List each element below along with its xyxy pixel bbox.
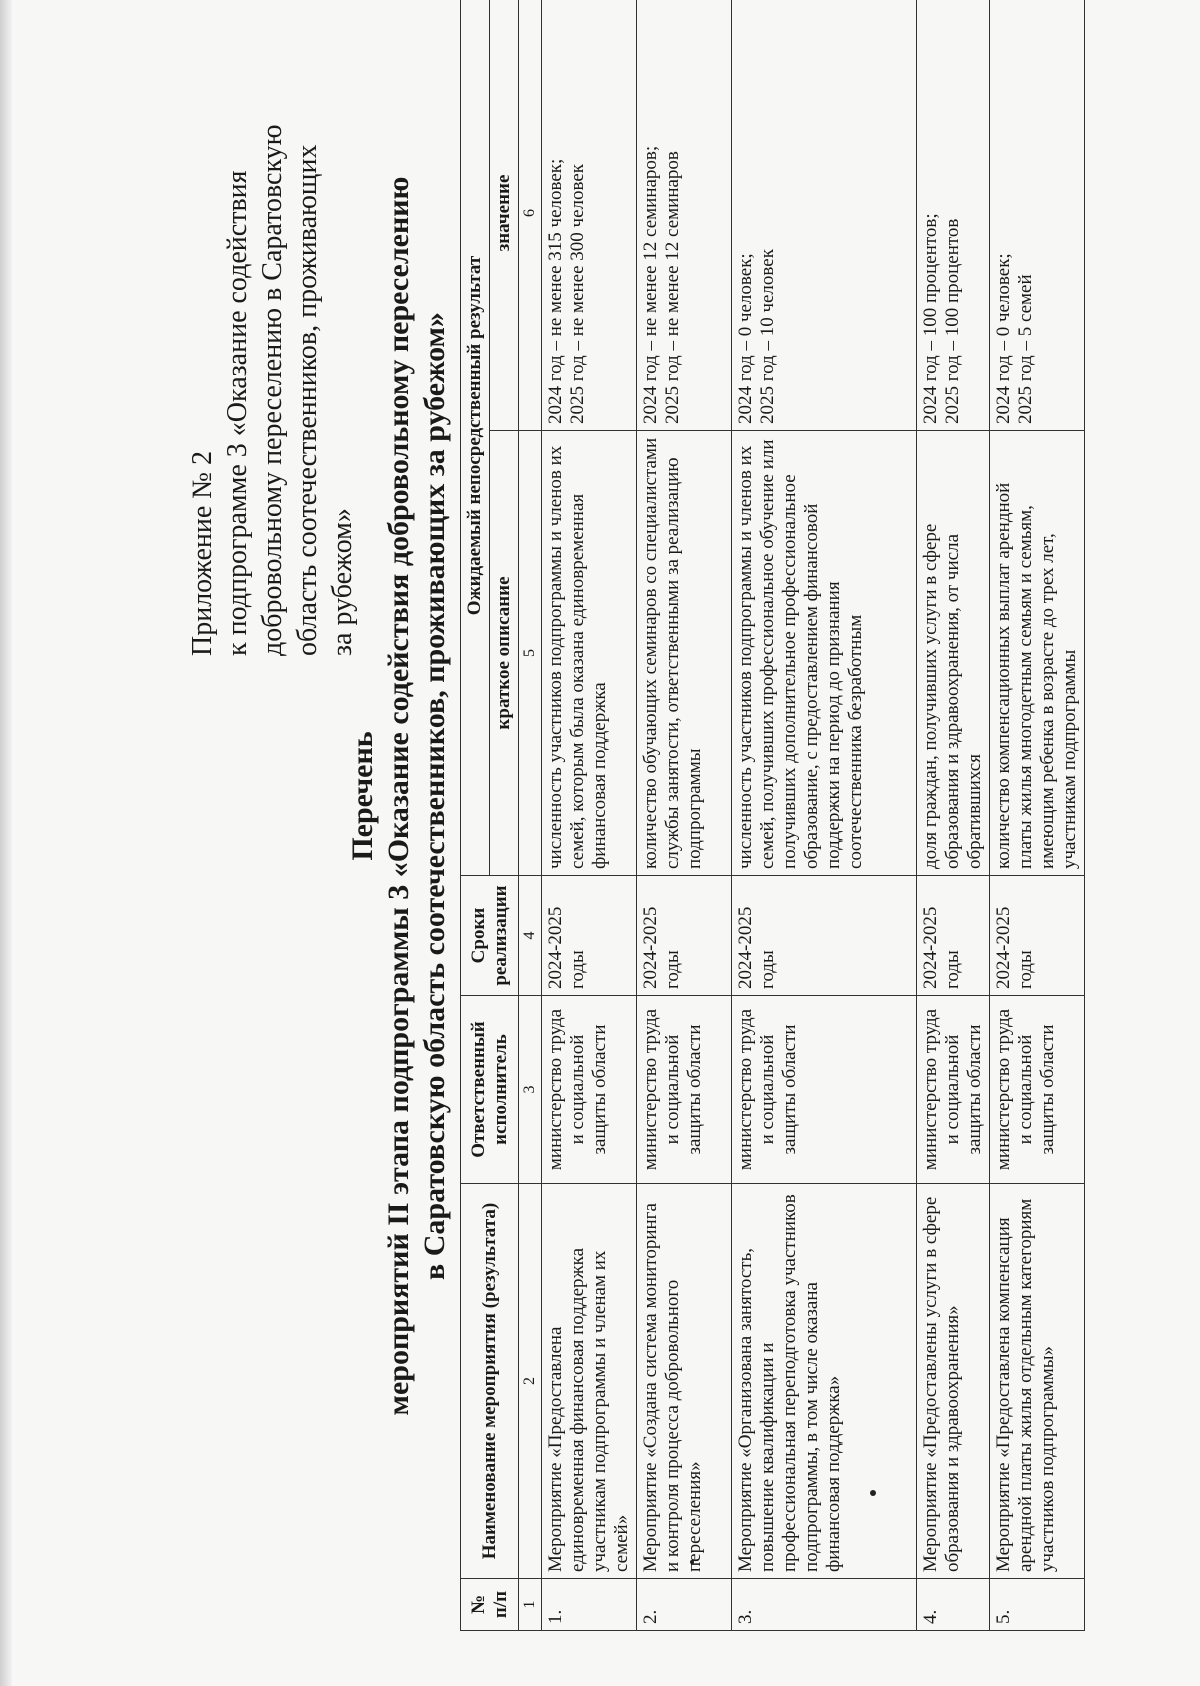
- table-row: [637, 0, 732, 1631]
- row-responsible: министерство труда и социальной защиты области: [990, 996, 1085, 1184]
- row-responsible: министерство труда и социальной защиты области: [732, 996, 917, 1184]
- row-num: 2.: [637, 1579, 732, 1631]
- row-value: 2024 год – 0 человек; 2025 год – 10 человек: [732, 0, 917, 431]
- row-value: 2024 год – не менее 12 семинаров; 2025 год – не менее 12 семинаров: [637, 0, 732, 431]
- header-value: значение: [490, 0, 519, 431]
- row-value: 2024 год – не менее 315 человек; 2025 год – не менее 300 человек: [542, 0, 637, 431]
- table-row: [542, 0, 637, 1631]
- row-period: 2024-2025 годы: [917, 876, 990, 996]
- appendix-line: к подпрограмме 3 «Оказание содействия: [222, 170, 253, 656]
- row-value: 2024 год – 0 человек; 2025 год – 5 семей: [990, 0, 1085, 431]
- row-num: 4.: [917, 1579, 990, 1631]
- appendix-line: область соотечественников, проживающих: [292, 144, 323, 656]
- row-description: количество компенсационных выплат арендной платы жилья многодетным семьям и семьям, имеющим ребенка в возрасте до трех лет, участникам подпрограммы: [990, 431, 1085, 876]
- title-line-3: в Саратовскую область соотечественников, проживающих за рубежом»: [418, 312, 451, 1280]
- appendix-line: добровольному переселению в Саратовскую: [257, 124, 288, 656]
- header-period: Сроки реализации: [461, 876, 519, 996]
- row-name: Мероприятие «Создана система мониторинга и контроля процесса добровольного переселения»: [637, 1184, 732, 1579]
- row-name: Мероприятие «Предоставлена единовременная финансовая поддержка участникам подпрограммы и членам их семей»: [542, 1184, 637, 1579]
- header-description: краткое описание: [490, 431, 519, 876]
- column-number: 1: [519, 1579, 542, 1631]
- row-description: количество обучающих семинаров со специалистами службы занятости, ответственными за реализацию подпрограммы: [637, 431, 732, 876]
- appendix-line: за рубежом»: [327, 508, 358, 656]
- row-period: 2024-2025 годы: [732, 876, 917, 996]
- row-period: 2024-2025 годы: [990, 876, 1085, 996]
- row-value: 2024 год – 100 процентов; 2025 год – 100 процентов: [917, 0, 990, 431]
- document-title: [345, 66, 453, 1526]
- row-description: доля граждан, получивших услуги в сфере образования и здравоохранения, от числа обратившихся: [917, 431, 990, 876]
- title-line-2: мероприятий II этапа подпрограммы 3 «Оказание содействия добровольному переселению: [382, 176, 415, 1416]
- title-line-1: Перечень: [346, 731, 379, 861]
- row-period: 2024-2025 годы: [542, 876, 637, 996]
- header-responsible: Ответственный исполнитель: [461, 996, 519, 1184]
- column-number: 2: [519, 1184, 542, 1579]
- row-responsible: министерство труда и социальной защиты области: [637, 996, 732, 1184]
- header-name: Наименование мероприятия (результата): [461, 1184, 519, 1579]
- row-period: 2024-2025 годы: [637, 876, 732, 996]
- column-number: 4: [519, 876, 542, 996]
- row-num: 1.: [542, 1579, 637, 1631]
- appendix-note: [185, 36, 360, 656]
- table-row: [990, 0, 1085, 1631]
- row-name: Мероприятие «Предоставлены услуги в сфере образования и здравоохранения»: [917, 1184, 990, 1579]
- header-expected-result: Ожидаемый непосредственный результат: [461, 0, 490, 876]
- row-name: Мероприятие «Предоставлена компенсация арендной платы жилья отдельным категориям участников подпрограммы»: [990, 1184, 1085, 1579]
- column-number: 3: [519, 996, 542, 1184]
- row-responsible: министерство труда и социальной защиты области: [542, 996, 637, 1184]
- row-description: численность участников подпрограммы и членов их семей, которым была оказана единовременная финансовая поддержка: [542, 431, 637, 876]
- row-num: 3.: [732, 1579, 917, 1631]
- measures-table: [460, 0, 1085, 1631]
- table-row: [917, 0, 990, 1631]
- header-num: № п/п: [461, 1579, 519, 1631]
- row-num: 5.: [990, 1579, 1085, 1631]
- column-number: 5: [519, 431, 542, 876]
- row-responsible: министерство труда и социальной защиты области: [917, 996, 990, 1184]
- row-description: численность участников подпрограммы и членов их семей, получивших профессиональное обучение или получивших дополнительное профессиональное образование, с предоставлением финансовой поддержки на период до признания соотечественника безработным: [732, 431, 917, 876]
- table-row: [732, 0, 917, 1631]
- row-name: Мероприятие «Организована занятость, повышение квалификации и профессиональная переподготовка участников подпрограммы, в том числе оказана финансовая поддержка»: [732, 1184, 917, 1579]
- appendix-line: Приложение № 2: [187, 451, 218, 656]
- column-number: 6: [519, 0, 542, 431]
